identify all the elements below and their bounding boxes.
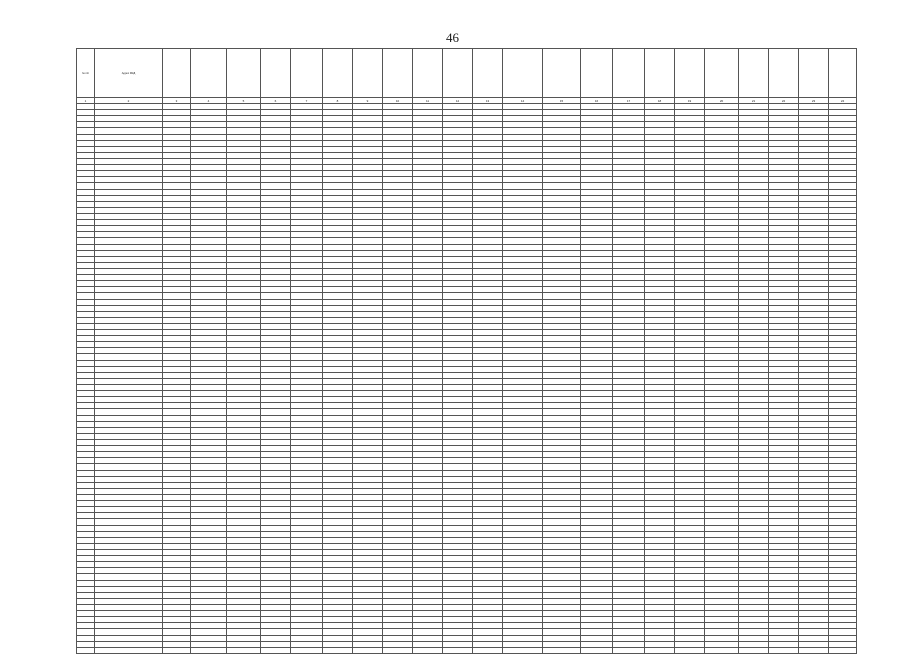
column-number: 21 xyxy=(739,98,769,104)
column-header xyxy=(163,49,191,98)
column-header xyxy=(191,49,227,98)
table-cell xyxy=(769,647,799,653)
column-header xyxy=(799,49,829,98)
column-number: 1 xyxy=(77,98,95,104)
column-number: 22 xyxy=(769,98,799,104)
column-number: 23 xyxy=(799,98,829,104)
table-cell xyxy=(503,647,543,653)
column-header xyxy=(443,49,473,98)
table-cell xyxy=(291,647,323,653)
column-number: 4 xyxy=(191,98,227,104)
table-cell xyxy=(323,647,353,653)
column-number: 14 xyxy=(503,98,543,104)
table-cell xyxy=(739,647,769,653)
column-header xyxy=(353,49,383,98)
data-table xyxy=(76,48,857,654)
column-number: 24 xyxy=(829,98,857,104)
column-header xyxy=(473,49,503,98)
table-cell xyxy=(443,647,473,653)
column-number: 5 xyxy=(227,98,261,104)
table-cell xyxy=(473,647,503,653)
column-header xyxy=(705,49,739,98)
table-cell xyxy=(383,647,413,653)
column-header xyxy=(503,49,543,98)
column-number: 10 xyxy=(383,98,413,104)
column-header xyxy=(613,49,645,98)
table-cell xyxy=(829,647,857,653)
column-number: 6 xyxy=(261,98,291,104)
table-cell xyxy=(413,647,443,653)
table-cell xyxy=(675,647,705,653)
column-header xyxy=(291,49,323,98)
table-cell xyxy=(95,647,163,653)
column-number: 17 xyxy=(613,98,645,104)
column-number: 3 xyxy=(163,98,191,104)
column-header: № п/п xyxy=(77,49,95,98)
page-number: 46 xyxy=(446,30,459,45)
column-header xyxy=(227,49,261,98)
column-number: 9 xyxy=(353,98,383,104)
table-row xyxy=(77,647,857,653)
column-number: 11 xyxy=(413,98,443,104)
column-number: 12 xyxy=(443,98,473,104)
table-cell xyxy=(77,647,95,653)
column-header xyxy=(383,49,413,98)
column-number: 7 xyxy=(291,98,323,104)
column-number: 2 xyxy=(95,98,163,104)
table-body xyxy=(77,104,857,654)
column-number: 20 xyxy=(705,98,739,104)
column-number: 15 xyxy=(543,98,581,104)
table-cell xyxy=(581,647,613,653)
column-number: 18 xyxy=(645,98,675,104)
column-header: Адрес МКД xyxy=(95,49,163,98)
table-cell xyxy=(645,647,675,653)
column-header xyxy=(543,49,581,98)
table-cell xyxy=(799,647,829,653)
column-number: 19 xyxy=(675,98,705,104)
table-cell xyxy=(227,647,261,653)
table-cell xyxy=(191,647,227,653)
column-header xyxy=(769,49,799,98)
table-cell xyxy=(705,647,739,653)
column-header xyxy=(261,49,291,98)
column-header xyxy=(323,49,353,98)
column-header xyxy=(581,49,613,98)
column-number: 16 xyxy=(581,98,613,104)
column-header xyxy=(413,49,443,98)
column-number: 13 xyxy=(473,98,503,104)
table-cell xyxy=(613,647,645,653)
table-cell xyxy=(261,647,291,653)
column-number: 8 xyxy=(323,98,353,104)
column-header xyxy=(829,49,857,98)
column-header xyxy=(645,49,675,98)
table-cell xyxy=(543,647,581,653)
table-cell xyxy=(163,647,191,653)
table-cell xyxy=(353,647,383,653)
column-header xyxy=(739,49,769,98)
column-header xyxy=(675,49,705,98)
table-header-row xyxy=(77,49,857,98)
